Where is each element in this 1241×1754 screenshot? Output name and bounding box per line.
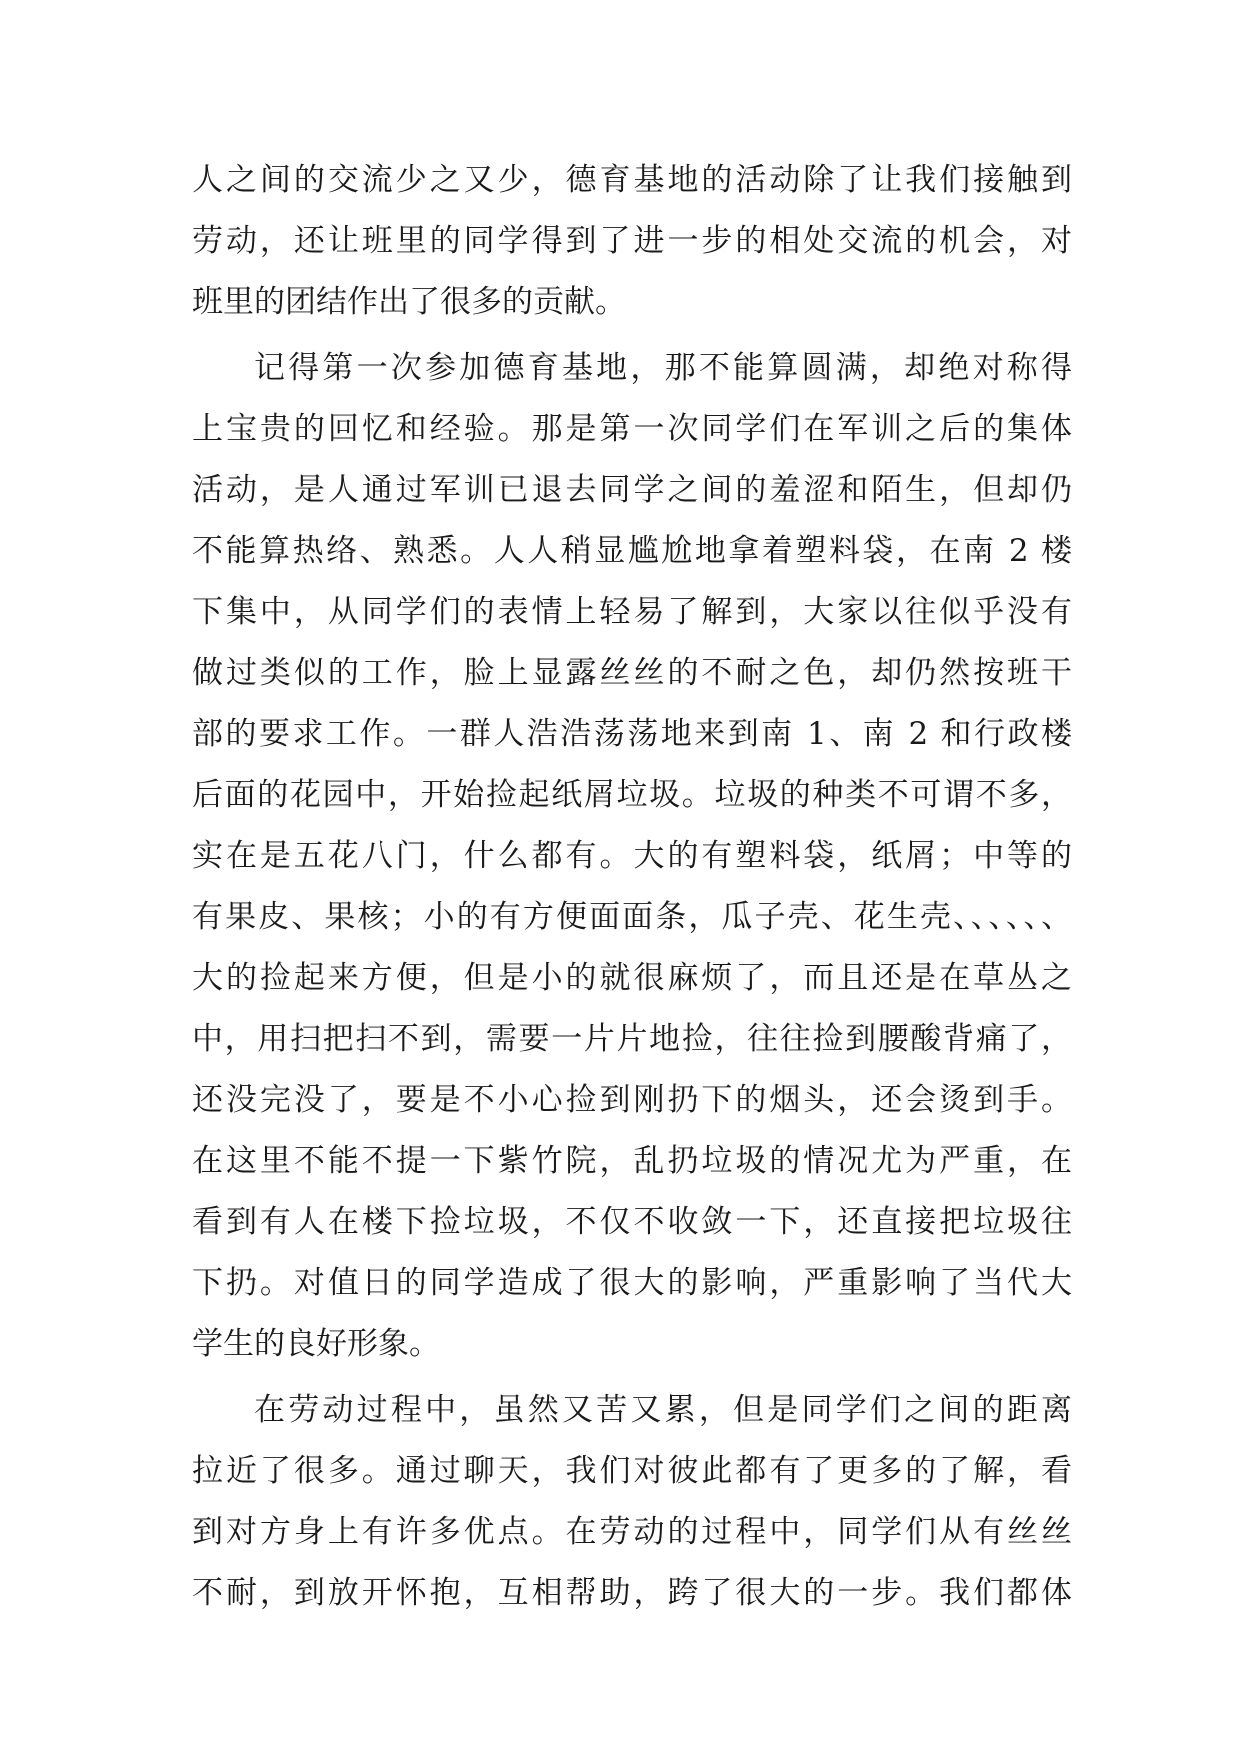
text-line: 劳动，还让班里的同学得到了进一步的相处交流的机会，对	[192, 223, 1072, 259]
text-line: 学生的良好形象。	[192, 1326, 440, 1362]
text-line: 做过类似的工作，脸上显露丝丝的不耐之色，却仍然按班干	[192, 655, 1072, 691]
paragraph-1	[192, 150, 1072, 333]
document-body	[192, 150, 1072, 1629]
text-line: 到对方身上有许多优点。在劳动的过程中，同学们从有丝丝	[192, 1514, 1072, 1550]
paragraph-2	[192, 338, 1072, 1375]
text-line: 拉近了很多。通过聊天，我们对彼此都有了更多的了解，看	[192, 1453, 1072, 1489]
text-line: 班里的团结作出了很多的贡献。	[192, 284, 626, 320]
text-line: 大的捡起来方便，但是小的就很麻烦了，而且还是在草丛之	[192, 960, 1072, 996]
text-line: 在劳动过程中，虽然又苦又累，但是同学们之间的距离	[254, 1392, 1072, 1428]
text-line: 在这里不能不提一下紫竹院，乱扔垃圾的情况尤为严重，在	[192, 1143, 1072, 1179]
text-line: 部的要求工作。一群人浩浩荡荡地来到南 1、南 2 和行政楼	[192, 716, 1072, 752]
text-line: 记得第一次参加德育基地，那不能算圆满，却绝对称得	[254, 350, 1072, 386]
text-line: 实在是五花八门，什么都有。大的有塑料袋，纸屑；中等的	[192, 838, 1072, 874]
text-line: 下集中，从同学们的表情上轻易了解到，大家以往似乎没有	[192, 594, 1072, 630]
text-line: 不能算热络、熟悉。人人稍显尴尬地拿着塑料袋，在南 2 楼	[192, 533, 1072, 569]
text-line: 有果皮、果核；小的有方便面面条，瓜子壳、花生壳、、、、、、	[192, 899, 1072, 935]
text-line: 后面的花园中，开始捡起纸屑垃圾。垃圾的种类不可谓不多，	[192, 777, 1072, 813]
text-line: 中，用扫把扫不到，需要一片片地捡，往往捡到腰酸背痛了，	[192, 1021, 1072, 1057]
text-line: 不耐，到放开怀抱，互相帮助，跨了很大的一步。我们都体	[192, 1575, 1072, 1611]
text-line: 上宝贵的回忆和经验。那是第一次同学们在军训之后的集体	[192, 411, 1072, 447]
text-line: 下扔。对值日的同学造成了很大的影响，严重影响了当代大	[192, 1265, 1072, 1301]
text-line: 活动，是人通过军训已退去同学之间的羞涩和陌生，但却仍	[192, 472, 1072, 508]
text-line: 人之间的交流少之又少，德育基地的活动除了让我们接触到	[192, 162, 1072, 198]
text-line: 还没完没了，要是不小心捡到刚扔下的烟头，还会烫到手。	[192, 1082, 1072, 1118]
paragraph-3	[192, 1380, 1072, 1624]
text-line: 看到有人在楼下捡垃圾，不仅不收敛一下，还直接把垃圾往	[192, 1204, 1072, 1240]
